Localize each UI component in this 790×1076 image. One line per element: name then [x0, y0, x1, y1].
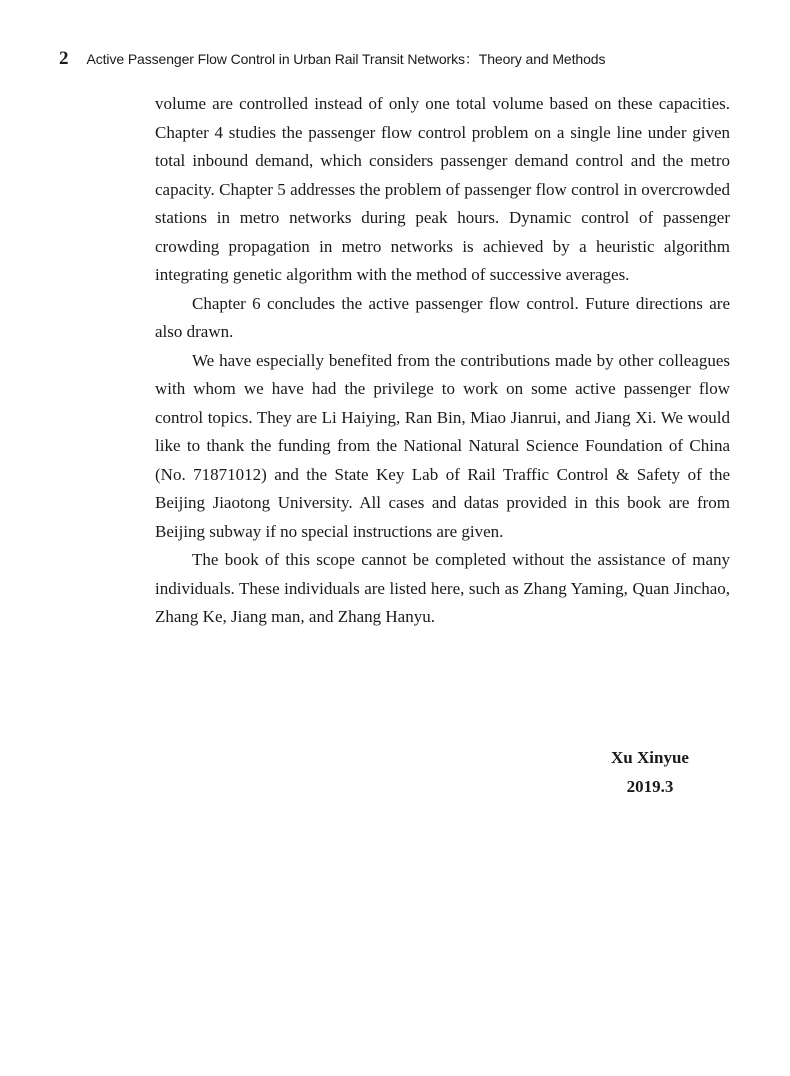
paragraph-acknowledgements: We have especially benefited from the contributions made by other colleagues with whom we have had the privilege to work on some active passenger flow control topics. They are Li Haiying, Ran Bin, Miao Jianrui, and Jiang Xi. We would like to thank the funding from the National Natural Science Foundation of China (No. 71871012) and the State Key Lab of Rail Traffic Control & Safety of the Beijing Jiaotong University. All cases and datas provided in this book are from Beijing subway if no special instructions are given.: [155, 350, 730, 541]
running-title: Active Passenger Flow Control in Urban Rail Transit Networks：Theory and Methods: [86, 51, 606, 67]
paragraph-chapters-overview: volume are controlled instead of only one total volume based on these capacities. Chapter 4 studies the passenger flow control problem on a single line under given total inbound demand, which considers passenger demand control and the metro capacity. Chapter 5 addresses the problem of passenger flow control in overcrowded stations in metro networks during peak hours. Dynamic control of passenger crowding propagation in metro networks is achieved by a heuristic algorithm integrating genetic algorithm with the method of successive averages.: [155, 94, 730, 284]
signature-date: 2019.3: [626, 776, 674, 796]
preface-body: [155, 90, 730, 632]
page-number: 2: [59, 48, 69, 69]
signature-block: [560, 744, 740, 801]
running-header: [59, 48, 605, 72]
paragraph-chapter-6: Chapter 6 concludes the active passenger flow control. Future directions are also drawn.: [155, 293, 730, 341]
paragraph-assistance: The book of this scope cannot be completed without the assistance of many individuals. These individuals are listed here, such as Zhang Yaming, Quan Jinchao, Zhang Ke, Jiang man, and Zhang Hanyu.: [155, 550, 730, 626]
author-name: Xu Xinyue: [611, 748, 689, 767]
